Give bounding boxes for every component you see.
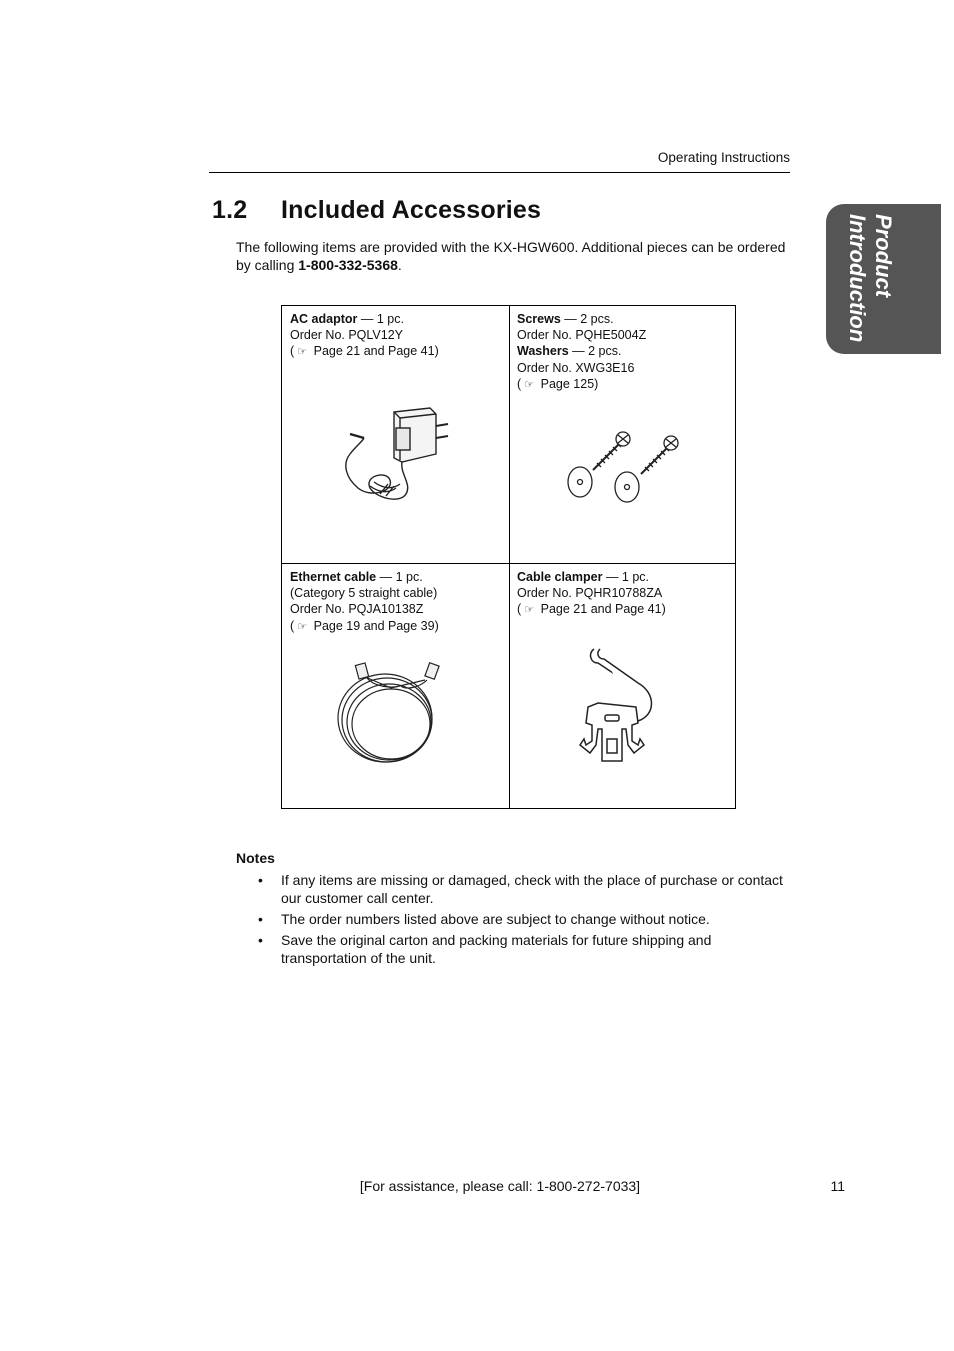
header-rule bbox=[209, 172, 790, 173]
screws-washers-illustration bbox=[563, 430, 688, 505]
ac-adaptor-illustration bbox=[330, 402, 455, 512]
assistance-footer: [For assistance, please call: 1-800-272-7033] bbox=[359, 1178, 641, 1194]
accessory-qty: — 1 pc. bbox=[376, 570, 423, 584]
accessory-screws-washers bbox=[517, 311, 732, 393]
order-number: Order No. PQJA10138Z bbox=[290, 602, 424, 617]
accessory-ac-adaptor bbox=[290, 311, 505, 361]
pointing-hand-icon: ☞ bbox=[524, 378, 535, 391]
cable-type: (Category 5 straight cable) bbox=[290, 586, 438, 601]
bullet-icon: • bbox=[258, 872, 263, 888]
page-reference: ( ☞ Page 125) bbox=[517, 376, 732, 393]
notes-list bbox=[258, 871, 798, 970]
page-title bbox=[212, 196, 541, 225]
accessory-qty: — 1 pc. bbox=[602, 570, 650, 584]
bullet-icon: • bbox=[258, 911, 263, 927]
section-number: 1.2 bbox=[212, 196, 248, 224]
pointing-hand-icon: ☞ bbox=[524, 604, 535, 617]
accessory-qty: — 1 pc. bbox=[357, 312, 404, 326]
page-reference: ( ☞ Page 19 and Page 39) bbox=[290, 618, 505, 635]
list-item: • If any items are missing or damaged, check with the place of purchase or contact our customer call center. bbox=[258, 872, 783, 906]
pointing-hand-icon: ☞ bbox=[297, 346, 308, 359]
running-header: Operating Instructions bbox=[657, 150, 790, 165]
accessory-name: Washers bbox=[517, 344, 569, 359]
accessory-ethernet-cable bbox=[290, 569, 505, 635]
section-tab-line2: Introduction bbox=[845, 214, 870, 343]
section-tab-line1: Product bbox=[871, 214, 896, 298]
list-item: • The order numbers listed above are subject to change without notice. bbox=[258, 911, 710, 927]
accessory-name: Ethernet cable bbox=[290, 570, 377, 584]
section-title: Included Accessories bbox=[281, 196, 542, 224]
page-reference: ( ☞ Page 21 and Page 41) bbox=[290, 343, 505, 360]
pointing-hand-icon: ☞ bbox=[297, 620, 308, 633]
accessory-qty: — 2 pcs. bbox=[568, 344, 622, 359]
page-reference: ( ☞ Page 21 and Page 41) bbox=[517, 601, 732, 618]
accessory-cable-clamper bbox=[517, 569, 732, 619]
notes-heading: Notes bbox=[236, 850, 275, 866]
accessory-name: Cable clamper bbox=[517, 570, 603, 584]
section-tab-label bbox=[836, 214, 896, 348]
list-item: • Save the original carton and packing materials for future shipping and transportation of the unit. bbox=[258, 932, 712, 966]
accessory-qty: — 2 pcs. bbox=[560, 312, 614, 326]
table-divider-horizontal bbox=[282, 563, 735, 564]
order-phone: 1-800-332-5368 bbox=[298, 257, 398, 273]
intro-text: The following items are provided with the KX-HGW600. Additional pieces can be ordered by calling bbox=[236, 239, 786, 273]
order-number: Order No. PQLV12Y bbox=[290, 328, 404, 343]
order-number: Order No. PQHE5004Z bbox=[517, 328, 647, 343]
page-number: 11 bbox=[830, 1178, 845, 1194]
accessory-name: Screws bbox=[517, 312, 561, 326]
intro-paragraph bbox=[236, 238, 796, 274]
order-number: Order No. PQHR10788ZA bbox=[517, 586, 663, 601]
cable-clamper-illustration bbox=[578, 645, 658, 767]
order-number: Order No. XWG3E16 bbox=[517, 360, 635, 375]
bullet-icon: • bbox=[258, 932, 263, 948]
accessory-name: AC adaptor bbox=[290, 312, 358, 326]
table-divider-vertical bbox=[509, 306, 510, 808]
ethernet-cable-illustration bbox=[335, 658, 450, 770]
intro-end: . bbox=[397, 257, 402, 273]
